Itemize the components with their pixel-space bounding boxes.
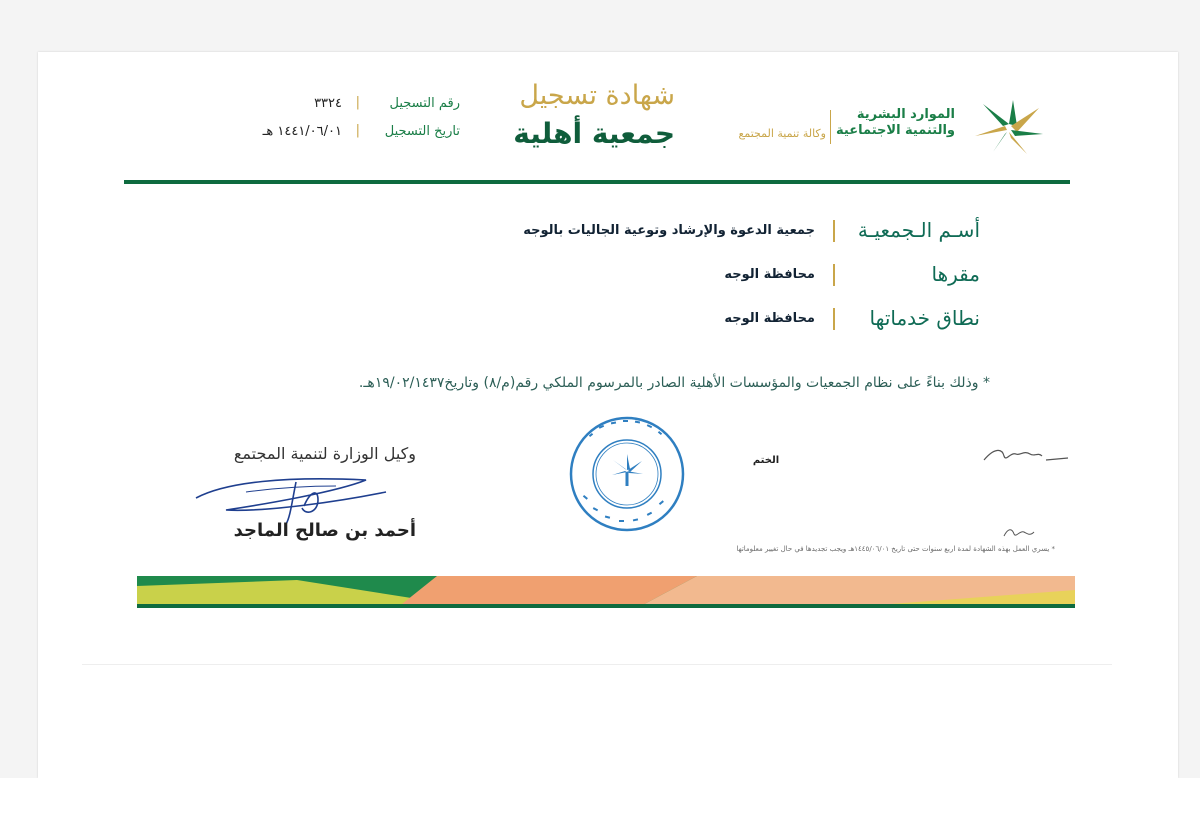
signatory-name: أحمد بن صالح الماجد [233,520,416,541]
field-separator [833,264,835,286]
ministry-name [835,107,955,139]
registration-number-row [210,96,460,116]
registration-date-row [210,124,460,144]
registration-separator: | [355,95,360,110]
signature-mark-icon [980,442,1070,468]
field-separator [833,308,835,330]
scan-margin [0,778,1200,831]
page-edge [82,664,1112,665]
ministry-name-line2: والتنمية الاجتماعية [836,123,955,138]
ministry-logo-icon [964,96,1054,156]
field-value: جمعية الدعوة والإرشاد وتوعية الجاليات بالوجه [523,223,815,238]
field-separator [833,220,835,242]
registration-number-label: رقم التسجيل [389,96,460,111]
validity-footnote: * يسري العمل بهذه الشهادة لمدة اربع سنوات حتى تاريخ ١٤٤٥/٠٦/٠١هـ ويجب تجديدها في حال تغيير معلوماتها [736,545,1055,553]
certificate-title: شهادة تسجيل [519,80,675,111]
field-label: مقرها [931,262,980,286]
field-association-name [460,218,980,248]
ministry-name-line1: الموارد البشرية [856,107,955,122]
agency-name: وكالة تنمية المجتمع [738,127,826,140]
field-value: محافظة الوجه [724,267,815,282]
legal-basis-text: * وذلك بناءً على نظام الجمعيات والمؤسسات الأهلية الصادر بالمرسوم الملكي رقم(م/٨) وتاريخ١٩/٠٢/١٤٣٧هـ. [358,375,990,391]
registration-date-label: تاريخ التسجيل [384,124,460,139]
field-label: نطاق خدماتها [869,306,980,330]
field-headquarters [700,262,980,292]
certificate-type: جمعية أهلية [513,117,675,150]
registration-number-value: ٣٣٢٤ [314,96,342,111]
field-value: محافظة الوجه [724,311,815,326]
header-rule [124,180,1070,184]
registration-separator: | [355,123,360,138]
decorative-footer-band [137,576,1075,608]
official-stamp-icon [563,414,691,534]
header-divider [830,110,831,144]
initials-mark-icon [1000,524,1036,542]
field-service-scope [700,306,980,336]
registration-date-value: ١٤٤١/٠٦/٠١ هـ [262,124,342,139]
stamp-label: الختم [752,455,780,466]
signatory-title: وكيل الوزارة لتنمية المجتمع [233,444,416,463]
field-label: أسـم الـجمعيـة [857,218,980,242]
